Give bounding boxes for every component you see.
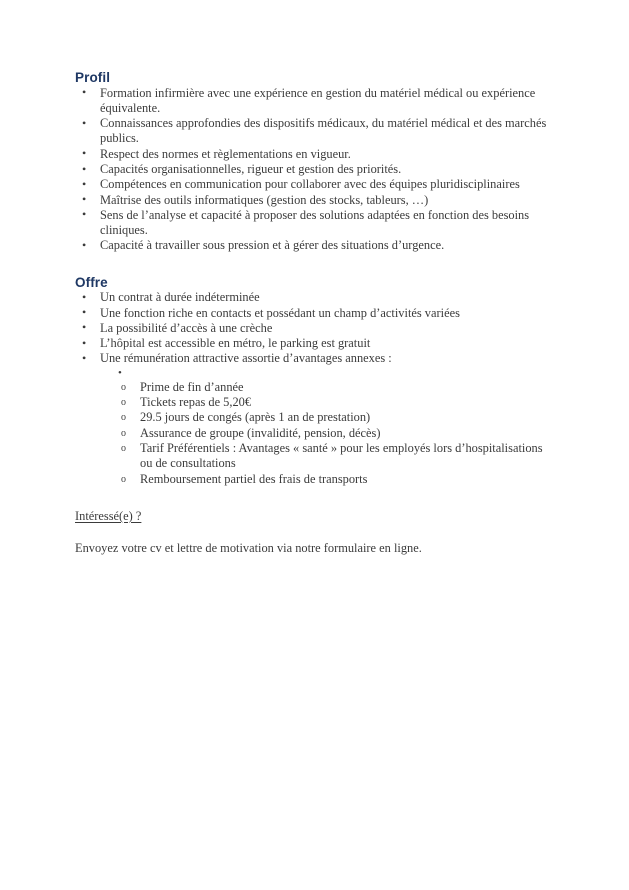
list-item [75, 208, 555, 239]
list-item [75, 116, 555, 147]
section-heading-offre: Offre [75, 274, 108, 290]
list-item [75, 306, 555, 321]
list-item-text: L’hôpital est accessible en métro, le parking est gratuit [100, 336, 371, 351]
list-item-text: Assurance de groupe (invalidité, pension, décès) [140, 425, 381, 440]
interested-label: Intéressé(e) ? [75, 508, 142, 523]
list-item-text: Respect des normes et règlementations en vigueur. [100, 146, 351, 161]
list-item [75, 351, 555, 366]
list-item [75, 336, 555, 351]
offre-bullet-list [75, 290, 555, 366]
call-to-action-text: Envoyez votre cv et lettre de motivation via notre formulaire en ligne. [75, 541, 422, 556]
list-item [75, 162, 555, 177]
list-item-text: Formation infirmière avec une expérience en gestion du matériel médical ou expérience équivalente. [100, 85, 536, 115]
list-item-text: Capacité à travailler sous pression et à gérer des situations d’urgence. [100, 238, 445, 253]
list-item-text: 29.5 jours de congés (après 1 an de prestation) [140, 410, 371, 425]
list-item [75, 193, 555, 208]
list-item-text: Tickets repas de 5,20€ [140, 395, 252, 410]
profil-bullet-list [75, 86, 555, 254]
list-item-text: Prime de fin d’année [140, 379, 244, 394]
list-item-empty [75, 367, 555, 380]
section-heading-profil: Profil [75, 70, 111, 85]
list-item-text: Remboursement partiel des frais de transports [140, 471, 368, 486]
list-item-text: Tarif Préférentiels : Avantages « santé » pour les employés lors d’hospitalisations ou de consultations [140, 440, 543, 471]
list-item [75, 441, 555, 472]
list-item [75, 426, 555, 441]
list-item [75, 147, 555, 162]
list-item-text: Maîtrise des outils informatiques (gestion des stocks, tableurs, …) [100, 192, 429, 207]
list-item-text: Connaissances approfondies des dispositifs médicaux, du matériel médical et des marchés publics. [100, 116, 547, 146]
list-item-text: Sens de l’analyse et capacité à proposer des solutions adaptées en fonction des besoins cliniques. [100, 207, 530, 238]
list-item [75, 290, 555, 305]
list-item [75, 321, 555, 336]
list-item [75, 238, 555, 253]
list-item-text: Une fonction riche en contacts et possédant un champ d’activités variées [100, 305, 460, 320]
closing-block [75, 509, 555, 557]
section-spacer [75, 254, 555, 275]
list-item [75, 380, 555, 395]
list-item-text: Capacités organisationnelles, rigueur et gestion des priorités. [100, 162, 402, 176]
list-item [75, 472, 555, 487]
list-item-text: La possibilité d’accès à une crèche [100, 320, 273, 335]
list-item [75, 410, 555, 425]
document-body [75, 70, 555, 556]
list-item-text: Un contrat à durée indéterminée [100, 290, 260, 305]
list-item-text: Compétences en communication pour collaborer avec des équipes pluridisciplinaires [100, 177, 520, 192]
list-item-text: Une rémunération attractive assortie d’avantages annexes : [100, 351, 392, 366]
list-item [75, 177, 555, 192]
offre-benefits-sublist [75, 367, 555, 487]
list-item [75, 395, 555, 410]
list-item [75, 86, 555, 117]
